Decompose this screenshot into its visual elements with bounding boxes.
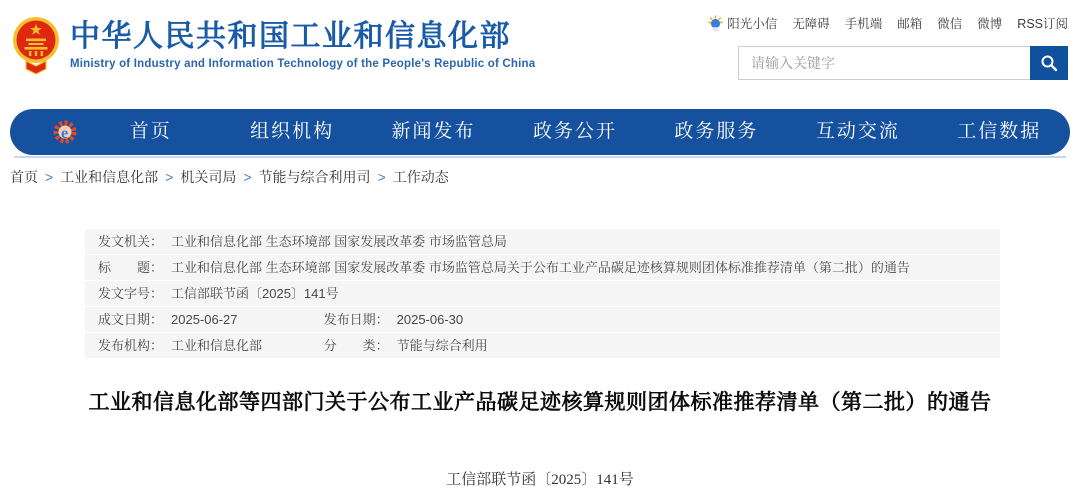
breadcrumb-separator: > — [243, 169, 252, 185]
doc-info-row-publisher-category — [85, 333, 1000, 359]
breadcrumb — [10, 167, 449, 187]
breadcrumb-item-departments[interactable]: 机关司局 — [180, 169, 237, 185]
nav-item-home[interactable]: 首页 — [129, 121, 172, 142]
top-link-label: RSS订阅 — [1017, 17, 1068, 31]
site-title: 中华人民共和国工业和信息化部 — [70, 20, 511, 53]
row-value: 工业和信息化部 生态环境部 国家发展改革委 市场监管总局 — [171, 234, 507, 249]
top-link-label: 无障碍 — [792, 17, 830, 31]
breadcrumb-separator: > — [377, 169, 386, 185]
row-value: 工业和信息化部 生态环境部 国家发展改革委 市场监管总局关于公布工业产品碳足迹核算规则团体标准推荐清单（第二批）的通告 — [171, 260, 910, 275]
breadcrumb-separator: > — [165, 169, 174, 185]
top-link-label: 阳光小信 — [727, 17, 778, 31]
top-link-mobile[interactable] — [845, 14, 883, 32]
row-label: 标 题： — [98, 260, 164, 275]
row-value: 工业和信息化部 — [171, 338, 263, 353]
nav-underline — [14, 156, 1066, 158]
national-emblem-icon — [12, 15, 60, 75]
row-value: 2025-06-27 — [171, 312, 238, 327]
breadcrumb-separator: > — [45, 169, 54, 185]
doc-info-table — [85, 229, 1000, 359]
miit-gear-e-icon[interactable] — [52, 118, 80, 146]
row-value: 节能与综合利用 — [396, 338, 488, 353]
nav-item-organization[interactable]: 组织机构 — [250, 121, 335, 142]
row-value: 2025-06-30 — [396, 312, 464, 327]
row-label: 发文字号： — [98, 286, 164, 301]
nav-item-news[interactable]: 新闻发布 — [391, 121, 476, 142]
doc-info-row-title — [85, 255, 1000, 281]
top-link-mail[interactable] — [897, 14, 922, 32]
row-label: 发文机关： — [98, 234, 164, 249]
row-label: 成文日期： — [98, 312, 164, 327]
article-title: 工业和信息化部等四部门关于公布工业产品碳足迹核算规则团体标准推荐清单（第二批）的通告 — [88, 391, 992, 414]
site-header — [0, 0, 1080, 105]
row-label: 发布机构： — [98, 338, 164, 353]
top-link-label: 微信 — [937, 17, 963, 31]
nav-item-miit-data[interactable]: 工信数据 — [957, 121, 1042, 142]
header-top-links — [708, 14, 1068, 32]
top-link-weibo[interactable] — [977, 14, 1002, 32]
top-link-accessibility[interactable] — [792, 14, 830, 32]
top-link-sunshine[interactable] — [708, 14, 777, 32]
row-label: 分 类： — [323, 338, 389, 353]
nav-items — [80, 109, 1070, 155]
magnifier-icon — [1040, 54, 1058, 72]
row-label: 发布日期： — [323, 312, 389, 327]
nav-item-gov-disclosure[interactable]: 政务公开 — [532, 121, 617, 142]
article-doc-number: 工信部联节函〔2025〕141号 — [446, 472, 634, 488]
breadcrumb-item-home[interactable]: 首页 — [10, 169, 38, 185]
top-link-rss[interactable] — [1017, 14, 1068, 32]
search-bar — [738, 46, 1068, 80]
site-subtitle: Ministry of Industry and Information Technology of the People's Republic of China — [70, 58, 536, 70]
sunshine-mascot-icon — [708, 15, 723, 32]
breadcrumb-item-energy-dept[interactable]: 节能与综合利用司 — [258, 169, 371, 185]
top-link-label: 邮箱 — [897, 17, 923, 31]
breadcrumb-item-miit[interactable]: 工业和信息化部 — [60, 169, 159, 185]
main-nav — [10, 109, 1070, 155]
row-value: 工信部联节函〔2025〕141号 — [171, 286, 339, 301]
nav-item-interaction[interactable]: 互动交流 — [815, 121, 900, 142]
top-link-label: 微博 — [977, 17, 1003, 31]
site-title-block — [70, 15, 535, 70]
search-input[interactable] — [739, 47, 1030, 79]
breadcrumb-item-work-updates[interactable]: 工作动态 — [392, 169, 449, 185]
top-link-wechat[interactable] — [937, 14, 962, 32]
site-logo[interactable] — [12, 15, 535, 75]
doc-info-row-dates — [85, 307, 1000, 333]
doc-info-row-doc-number — [85, 281, 1000, 307]
nav-item-gov-services[interactable]: 政务服务 — [674, 121, 759, 142]
top-link-label: 手机端 — [844, 17, 883, 31]
doc-info-row-issuing-org — [85, 229, 1000, 255]
svg-text:e: e — [61, 125, 69, 142]
search-button[interactable] — [1030, 46, 1068, 80]
